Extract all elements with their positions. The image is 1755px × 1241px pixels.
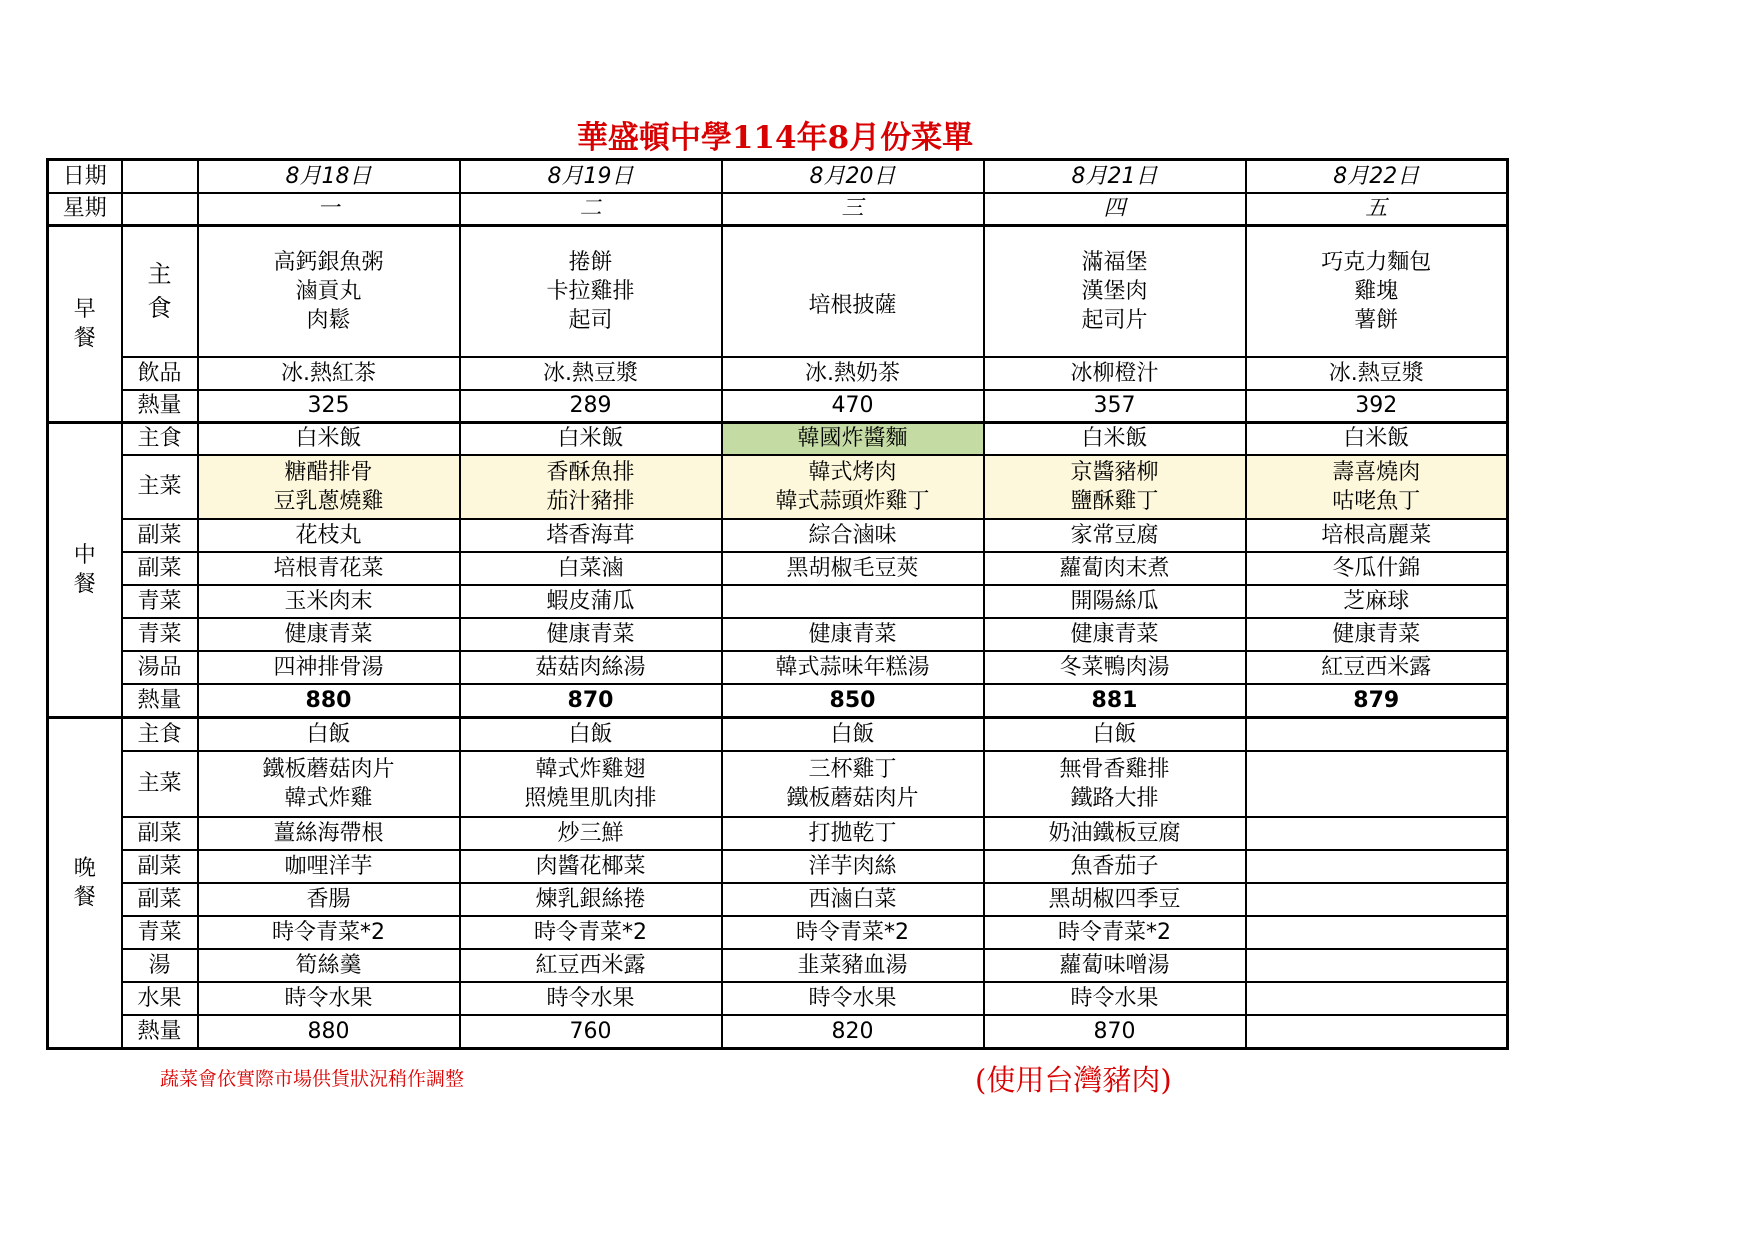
lunch-greens1-row bbox=[48, 585, 1508, 618]
blank-cell bbox=[122, 160, 198, 193]
calories-cell: 881 bbox=[984, 684, 1246, 718]
greens-label: 青菜 bbox=[122, 916, 198, 949]
breakfast-staple-cell bbox=[984, 226, 1246, 357]
dinner-fruit-cell: 時令水果 bbox=[460, 982, 722, 1015]
calories-cell: 850 bbox=[722, 684, 984, 718]
lunch-side-cell: 綜合滷味 bbox=[722, 519, 984, 552]
dinner-main-cell bbox=[984, 751, 1246, 817]
calories-cell: 392 bbox=[1246, 390, 1508, 423]
dinner-main-cell bbox=[460, 751, 722, 817]
drink-cell: 冰.熱奶茶 bbox=[722, 357, 984, 390]
food-item: 滿福堡 bbox=[1081, 249, 1148, 275]
dinner-label bbox=[48, 718, 122, 1049]
weekday-label: 星期 bbox=[48, 193, 122, 226]
dinner-side-cell: 肉醬花椰菜 bbox=[460, 850, 722, 883]
food-item: 培根披薩 bbox=[808, 293, 897, 319]
weekday-cell: 一 bbox=[198, 193, 460, 226]
food-item: 茄汁豬排 bbox=[546, 488, 635, 514]
food-item: 起司片 bbox=[1081, 307, 1148, 333]
calories-label: 熱量 bbox=[122, 1015, 198, 1049]
breakfast-staple-row bbox=[48, 226, 1508, 357]
dinner-side-cell: 咖哩洋芋 bbox=[198, 850, 460, 883]
greens-label: 青菜 bbox=[122, 618, 198, 651]
lunch-main-row bbox=[48, 455, 1508, 519]
breakfast-calories-row bbox=[48, 390, 1508, 423]
staple-vertical-label bbox=[122, 226, 198, 357]
lunch-side-cell: 培根青花菜 bbox=[198, 552, 460, 585]
weekday-cell: 二 bbox=[460, 193, 722, 226]
calories-cell: 760 bbox=[460, 1015, 722, 1049]
food-item: 壽喜燒肉 bbox=[1332, 459, 1421, 485]
dinner-staple-row bbox=[48, 718, 1508, 751]
lunch-soup-cell: 菇菇肉絲湯 bbox=[460, 651, 722, 684]
food-item: 巧克力麵包 bbox=[1321, 249, 1432, 275]
soup-label: 湯 bbox=[122, 949, 198, 982]
date-cell: 8月20日 bbox=[722, 160, 984, 193]
food-item: 鹽酥雞丁 bbox=[1070, 488, 1159, 514]
dinner-soup-cell bbox=[1246, 949, 1508, 982]
side-dish-label: 副菜 bbox=[122, 817, 198, 850]
dinner-main-row bbox=[48, 751, 1508, 817]
staple-label-char: 食 bbox=[147, 294, 172, 323]
breakfast-staple-cell bbox=[198, 226, 460, 357]
main-dish-label: 主菜 bbox=[122, 751, 198, 817]
lunch-side-cell: 培根高麗菜 bbox=[1246, 519, 1508, 552]
food-item: 三杯雞丁 bbox=[808, 756, 897, 782]
blank-cell bbox=[122, 193, 198, 226]
dinner-side-cell: 煉乳銀絲捲 bbox=[460, 883, 722, 916]
drink-cell: 冰.熱豆漿 bbox=[460, 357, 722, 390]
food-item: 鐵板蘑菇肉片 bbox=[262, 756, 395, 782]
food-item: 卡拉雞排 bbox=[546, 278, 635, 304]
calories-cell: 870 bbox=[984, 1015, 1246, 1049]
lunch-greens-cell: 健康青菜 bbox=[460, 618, 722, 651]
staple-label: 主食 bbox=[122, 718, 198, 751]
dinner-soup-row bbox=[48, 949, 1508, 982]
weekday-row bbox=[48, 193, 1508, 226]
dinner-staple-cell: 白飯 bbox=[984, 718, 1246, 751]
dinner-greens-cell: 時令青菜*2 bbox=[198, 916, 460, 949]
dinner-side-cell: 黑胡椒四季豆 bbox=[984, 883, 1246, 916]
lunch-greens-cell: 蝦皮蒲瓜 bbox=[460, 585, 722, 618]
breakfast-drink-row bbox=[48, 357, 1508, 390]
dinner-soup-cell: 韭菜豬血湯 bbox=[722, 949, 984, 982]
food-item: 捲餅 bbox=[568, 249, 613, 275]
weekday-cell: 四 bbox=[984, 193, 1246, 226]
lunch-label-char: 中 bbox=[73, 543, 96, 568]
food-item: 韓式蒜頭炸雞丁 bbox=[775, 488, 930, 514]
food-item: 咕咾魚丁 bbox=[1332, 488, 1421, 514]
side-dish-label: 副菜 bbox=[122, 850, 198, 883]
calories-label: 熱量 bbox=[122, 390, 198, 423]
calories-cell: 870 bbox=[460, 684, 722, 718]
lunch-main-cell bbox=[198, 455, 460, 519]
staple-label: 主食 bbox=[122, 423, 198, 455]
breakfast-staple-cell bbox=[1246, 226, 1508, 357]
food-item: 起司 bbox=[568, 307, 613, 333]
food-item: 雞塊 bbox=[1354, 278, 1399, 304]
food-item: 香酥魚排 bbox=[546, 459, 635, 485]
food-item: 無骨香雞排 bbox=[1059, 756, 1170, 782]
page-title: 華盛頓中學114年8月份菜單 bbox=[576, 120, 974, 156]
lunch-side-cell: 冬瓜什錦 bbox=[1246, 552, 1508, 585]
dinner-side1-row bbox=[48, 817, 1508, 850]
dinner-side-cell: 魚香茄子 bbox=[984, 850, 1246, 883]
lunch-soup-row bbox=[48, 651, 1508, 684]
dinner-soup-cell: 筍絲羹 bbox=[198, 949, 460, 982]
dinner-label-char: 晚 bbox=[73, 856, 96, 881]
drink-label: 飲品 bbox=[122, 357, 198, 390]
breakfast-label-char: 早 bbox=[73, 297, 96, 322]
food-item: 京醬豬柳 bbox=[1070, 459, 1159, 485]
lunch-side-cell: 花枝丸 bbox=[198, 519, 460, 552]
lunch-staple-cell: 白米飯 bbox=[460, 423, 722, 455]
greens-label: 青菜 bbox=[122, 585, 198, 618]
food-item: 鐵板蘑菇肉片 bbox=[786, 785, 919, 811]
food-item: 韓式炸雞翅 bbox=[535, 756, 646, 782]
menu-table bbox=[46, 158, 1509, 1050]
dinner-label-char: 餐 bbox=[73, 885, 96, 910]
food-item: 照燒里肌肉排 bbox=[524, 785, 657, 811]
dinner-staple-cell: 白飯 bbox=[460, 718, 722, 751]
drink-cell: 冰柳橙汁 bbox=[984, 357, 1246, 390]
calories-cell: 880 bbox=[198, 1015, 460, 1049]
vegetable-note: 蔬菜會依實際市場供貨狀況稍作調整 bbox=[160, 1068, 465, 1090]
dinner-side-cell: 洋芋肉絲 bbox=[722, 850, 984, 883]
calories-cell: 470 bbox=[722, 390, 984, 423]
food-item: 薯餅 bbox=[1354, 307, 1399, 333]
lunch-greens-cell: 開陽絲瓜 bbox=[984, 585, 1246, 618]
lunch-staple-cell: 白米飯 bbox=[984, 423, 1246, 455]
dinner-fruit-cell: 時令水果 bbox=[722, 982, 984, 1015]
lunch-side-cell: 白菜滷 bbox=[460, 552, 722, 585]
dinner-fruit-cell: 時令水果 bbox=[198, 982, 460, 1015]
food-item: 韓式烤肉 bbox=[808, 459, 897, 485]
dinner-greens-cell bbox=[1246, 916, 1508, 949]
calories-cell bbox=[1246, 1015, 1508, 1049]
dinner-greens-row bbox=[48, 916, 1508, 949]
food-item: 漢堡肉 bbox=[1081, 278, 1148, 304]
dinner-greens-cell: 時令青菜*2 bbox=[722, 916, 984, 949]
fruit-label: 水果 bbox=[122, 982, 198, 1015]
lunch-side-cell: 黑胡椒毛豆莢 bbox=[722, 552, 984, 585]
lunch-side-cell: 家常豆腐 bbox=[984, 519, 1246, 552]
soup-label: 湯品 bbox=[122, 651, 198, 684]
lunch-main-cell bbox=[984, 455, 1246, 519]
lunch-side-cell: 蘿蔔肉末煮 bbox=[984, 552, 1246, 585]
dinner-fruit-cell bbox=[1246, 982, 1508, 1015]
dinner-fruit-row bbox=[48, 982, 1508, 1015]
dinner-side-cell bbox=[1246, 817, 1508, 850]
breakfast-label bbox=[48, 226, 122, 423]
lunch-greens-cell: 芝麻球 bbox=[1246, 585, 1508, 618]
drink-cell: 冰.熱紅茶 bbox=[198, 357, 460, 390]
lunch-greens-cell: 健康青菜 bbox=[1246, 618, 1508, 651]
calories-cell: 325 bbox=[198, 390, 460, 423]
main-dish-label: 主菜 bbox=[122, 455, 198, 519]
drink-cell: 冰.熱豆漿 bbox=[1246, 357, 1508, 390]
date-cell: 8月18日 bbox=[198, 160, 460, 193]
lunch-calories-row bbox=[48, 684, 1508, 718]
dinner-greens-cell: 時令青菜*2 bbox=[460, 916, 722, 949]
food-item: 韓式炸雞 bbox=[284, 785, 373, 811]
lunch-main-cell bbox=[722, 455, 984, 519]
lunch-staple-cell: 白米飯 bbox=[198, 423, 460, 455]
lunch-main-cell bbox=[1246, 455, 1508, 519]
calories-label: 熱量 bbox=[122, 684, 198, 718]
lunch-side2-row bbox=[48, 552, 1508, 585]
date-cell: 8月19日 bbox=[460, 160, 722, 193]
dinner-fruit-cell: 時令水果 bbox=[984, 982, 1246, 1015]
dinner-side-cell: 奶油鐵板豆腐 bbox=[984, 817, 1246, 850]
side-dish-label: 副菜 bbox=[122, 519, 198, 552]
breakfast-label-char: 餐 bbox=[73, 326, 96, 351]
dinner-side3-row bbox=[48, 883, 1508, 916]
lunch-soup-cell: 四神排骨湯 bbox=[198, 651, 460, 684]
lunch-greens2-row bbox=[48, 618, 1508, 651]
dinner-side-cell bbox=[1246, 850, 1508, 883]
dinner-main-cell bbox=[1246, 751, 1508, 817]
food-item: 滷貢丸 bbox=[295, 278, 362, 304]
dinner-side-cell bbox=[1246, 883, 1508, 916]
lunch-soup-cell: 冬菜鴨肉湯 bbox=[984, 651, 1246, 684]
date-cell: 8月21日 bbox=[984, 160, 1246, 193]
calories-cell: 880 bbox=[198, 684, 460, 718]
weekday-cell: 三 bbox=[722, 193, 984, 226]
weekday-cell: 五 bbox=[1246, 193, 1508, 226]
dinner-side-cell: 香腸 bbox=[198, 883, 460, 916]
lunch-greens-cell: 健康青菜 bbox=[198, 618, 460, 651]
dinner-side-cell: 薑絲海帶根 bbox=[198, 817, 460, 850]
side-dish-label: 副菜 bbox=[122, 883, 198, 916]
dinner-staple-cell: 白飯 bbox=[722, 718, 984, 751]
dinner-main-cell bbox=[198, 751, 460, 817]
breakfast-staple-cell bbox=[460, 226, 722, 357]
dinner-greens-cell: 時令青菜*2 bbox=[984, 916, 1246, 949]
dinner-side2-row bbox=[48, 850, 1508, 883]
lunch-greens-cell: 玉米肉末 bbox=[198, 585, 460, 618]
food-item: 高鈣銀魚粥 bbox=[273, 249, 384, 275]
lunch-soup-cell: 韓式蒜味年糕湯 bbox=[722, 651, 984, 684]
lunch-greens-cell: 健康青菜 bbox=[722, 618, 984, 651]
food-item: 糖醋排骨 bbox=[284, 459, 373, 485]
lunch-greens-cell: 健康青菜 bbox=[984, 618, 1246, 651]
date-cell: 8月22日 bbox=[1246, 160, 1508, 193]
calories-cell: 820 bbox=[722, 1015, 984, 1049]
dinner-soup-cell: 紅豆西米露 bbox=[460, 949, 722, 982]
pork-origin-note: (使用台灣豬肉) bbox=[975, 1063, 1172, 1097]
dinner-side-cell: 西滷白菜 bbox=[722, 883, 984, 916]
food-item: 鐵路大排 bbox=[1070, 785, 1159, 811]
lunch-label bbox=[48, 423, 122, 718]
lunch-staple-cell: 白米飯 bbox=[1246, 423, 1508, 455]
lunch-staple-row bbox=[48, 423, 1508, 455]
date-label: 日期 bbox=[48, 160, 122, 193]
dinner-side-cell: 打拋乾丁 bbox=[722, 817, 984, 850]
dinner-staple-cell bbox=[1246, 718, 1508, 751]
dinner-side-cell: 炒三鮮 bbox=[460, 817, 722, 850]
breakfast-staple-cell bbox=[722, 226, 984, 357]
lunch-side-cell: 塔香海茸 bbox=[460, 519, 722, 552]
side-dish-label: 副菜 bbox=[122, 552, 198, 585]
dinner-calories-row bbox=[48, 1015, 1508, 1049]
dinner-staple-cell: 白飯 bbox=[198, 718, 460, 751]
lunch-side1-row bbox=[48, 519, 1508, 552]
food-item: 肉鬆 bbox=[306, 307, 351, 333]
calories-cell: 289 bbox=[460, 390, 722, 423]
calories-cell: 357 bbox=[984, 390, 1246, 423]
lunch-greens-cell bbox=[722, 585, 984, 618]
staple-label-char: 主 bbox=[147, 260, 172, 289]
calories-cell: 879 bbox=[1246, 684, 1508, 718]
lunch-soup-cell: 紅豆西米露 bbox=[1246, 651, 1508, 684]
food-item: 豆乳蔥燒雞 bbox=[273, 488, 384, 514]
lunch-staple-cell: 韓國炸醬麵 bbox=[722, 423, 984, 455]
lunch-main-cell bbox=[460, 455, 722, 519]
dinner-soup-cell: 蘿蔔味噌湯 bbox=[984, 949, 1246, 982]
date-row bbox=[48, 160, 1508, 193]
dinner-main-cell bbox=[722, 751, 984, 817]
lunch-label-char: 餐 bbox=[73, 572, 96, 597]
